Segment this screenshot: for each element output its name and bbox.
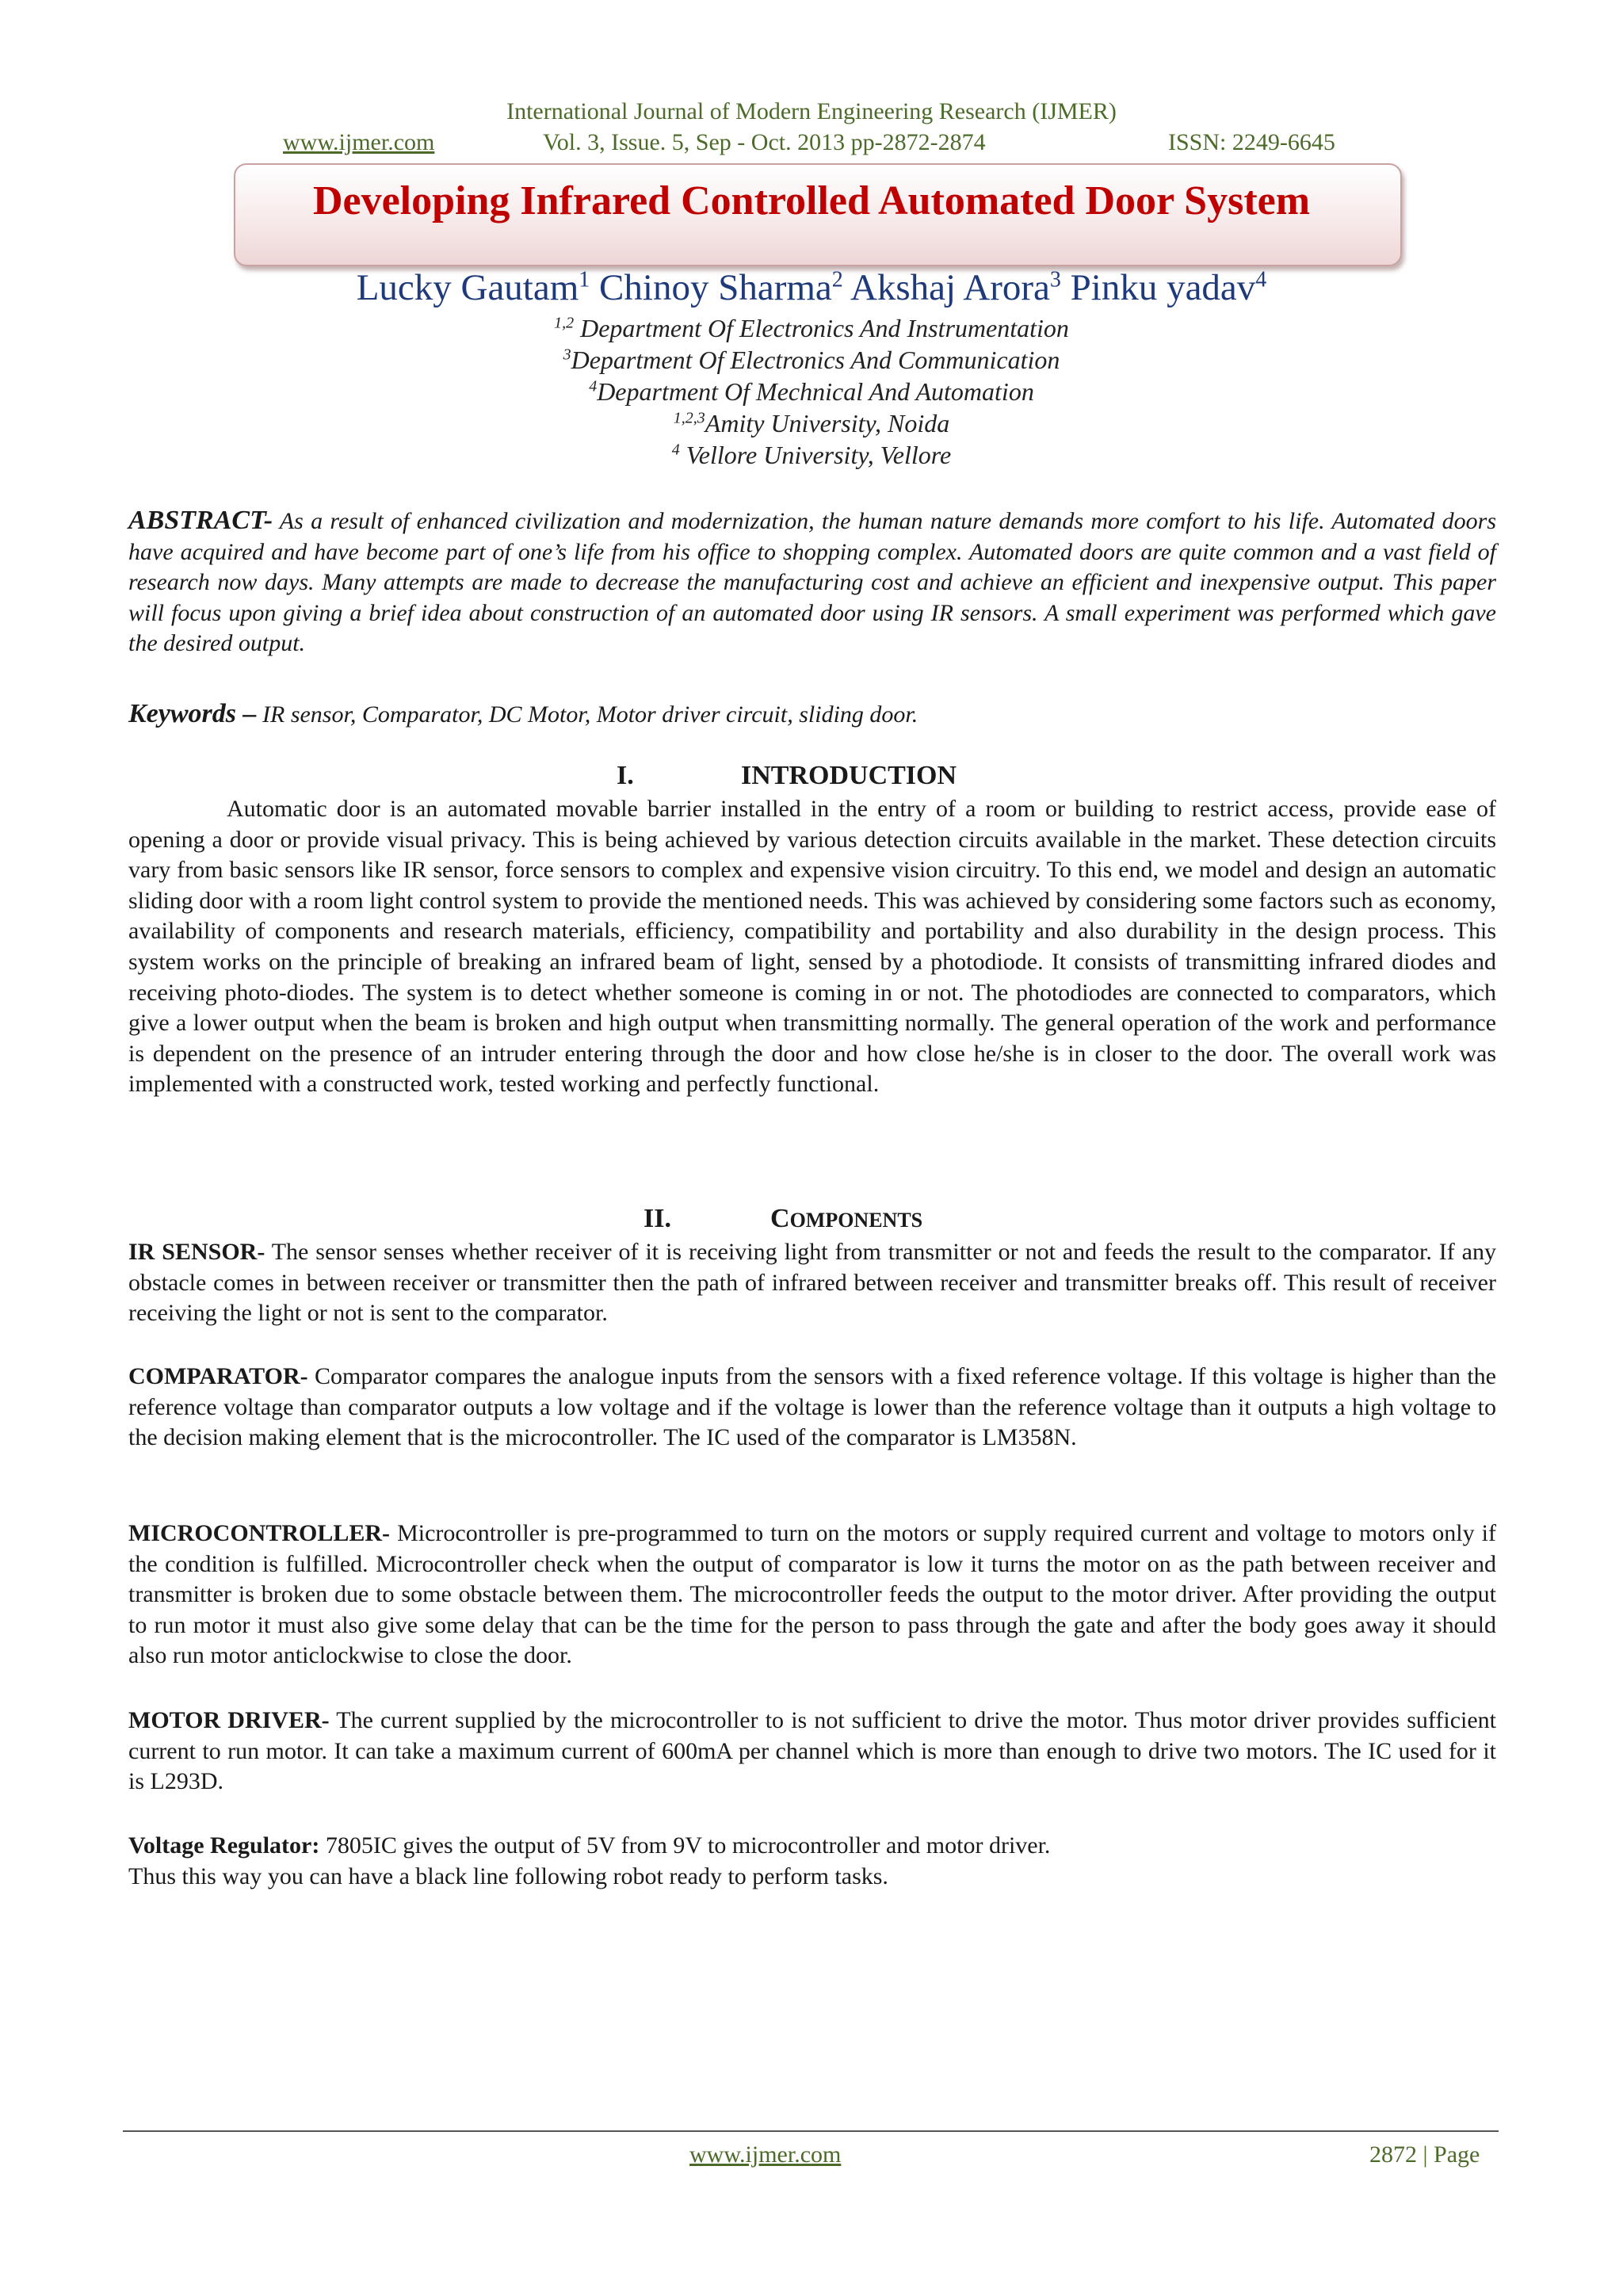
affiliation-sup: 1,2,3: [673, 409, 705, 427]
journal-meta: [0, 129, 1623, 161]
section-number: II.: [643, 1204, 671, 1233]
journal-issn: ISSN: 2249-6645: [1168, 129, 1335, 155]
footer-website-link[interactable]: www.ijmer.com: [689, 2141, 842, 2168]
affiliation-text: Department Of Electronics And Instrumentation: [574, 314, 1069, 342]
keywords: [128, 699, 1496, 731]
abstract-label: ABSTRACT-: [128, 506, 273, 535]
component-paragraph-microcontroller: [128, 1519, 1496, 1671]
author-name: Chinoy Sharma: [599, 267, 832, 308]
author-list: [0, 266, 1623, 309]
closing-sentence: Thus this way you can have a black line following robot ready to perform tasks.: [128, 1863, 888, 1889]
affiliation-text: Department Of Mechnical And Automation: [597, 377, 1034, 406]
abstract: [128, 506, 1496, 659]
component-text: The current supplied by the microcontroller to is not sufficient to drive the motor. Thus motor driver provides sufficient current to run motor. It can take a maximum current of 600mA per channel which is more than enough to drive two motors. The IC used for it is L293D.: [128, 1707, 1497, 1795]
footer-page-number: 2872 | Page: [1369, 2141, 1480, 2168]
component-paragraph-motor-driver: [128, 1706, 1496, 1797]
section-title-initial: C: [770, 1204, 790, 1233]
component-paragraph-ir-sensor: [128, 1237, 1496, 1329]
journal-name: International Journal of Modern Engineering Research (IJMER): [506, 98, 1117, 124]
section-title-rest: OMPONENTS: [789, 1209, 923, 1232]
footer-divider: [123, 2130, 1499, 2132]
component-text: Microcontroller is pre-programmed to turn on the motors or supply required current and voltage to motors only if the condition is fulfilled. Microcontroller check when the output of comparator is low it turns the motor on as the path between receiver and transmitter is broken due to some obstacle between them. The microcontroller feeds the output to the motor driver. After providing the output to run motor it must also give some delay that can be the time for the person to pass through the gate and after the body goes away it should also run motor anticlockwise to close the door.: [128, 1520, 1496, 1669]
component-paragraph-voltage-regulator: [128, 1831, 1496, 1862]
affiliation-sup: 3: [563, 346, 571, 364]
affiliation-sup: 4: [589, 377, 598, 395]
component-text: The sensor senses whether receiver of it is receiving light from transmitter or not and feeds the result to the comparator. If any obstacle comes in between receiver or transmitter then the path of infrared between receiver and transmitter breaks off. This result of receiver receiving the light or not is sent to the comparator.: [128, 1239, 1496, 1327]
affiliation-text: Department Of Electronics And Communication: [571, 346, 1060, 374]
paper-title: Developing Infrared Controlled Automated Door System: [312, 178, 1311, 223]
affiliation-line: [0, 314, 1623, 343]
section-title: INTRODUCTION: [741, 761, 957, 790]
introduction-paragraph: Automatic door is an automated movable barrier installed in the entry of a room or building to restrict access, provide ease of opening a door or provide visual privacy. This is being achieved by various detection circuits available in the market. These detection circuits vary from basic sensors like IR sensor, force sensors to complex and expensive vision circuitry. To this end, we model and design an automatic sliding door with a room light control system to provide the mentioned needs. This was achieved by considering some factors such as economy, availability of components and research materials, efficiency, compatibility and portability and also durability in the design process. This system works on the principle of breaking an infrared beam of light, sensed by a photodiode. It consists of transmitting infrared diodes and receiving photo-diodes. The system is to detect whether someone is coming in or not. The photodiodes are connected to comparators, which give a lower output when the beam is broken and high output when transmitting normally. The general operation of the work and performance is dependent on the presence of an intruder entering through the door and how close he/she is in closer to the door. The overall work was implemented with a constructed work, tested working and perfectly functional.: [128, 796, 1496, 1098]
affiliation-line: [0, 409, 1623, 438]
affiliation-line: [0, 346, 1623, 375]
author-sup: 3: [1049, 267, 1061, 292]
abstract-text: As a result of enhanced civilization and modernization, the human nature demands more comfort to his life. Automated doors have acquired and have become part of one’s life from his office to shopping complex. Automated doors are quite common and a vast field of research now days. Many attempts are made to decrease the manufacturing cost and achieve an efficient and inexpensive output. This paper will focus upon giving a brief idea about construction of an automated door using IR sensors. A small experiment was performed which gave the desired output.: [128, 508, 1496, 657]
author-name: Pinku yadav: [1070, 267, 1256, 308]
affiliation-text: Vellore University, Vellore: [679, 441, 952, 469]
component-text: 7805IC gives the output of 5V from 9V to microcontroller and motor driver.: [319, 1832, 1051, 1859]
component-paragraph-comparator: [128, 1362, 1496, 1454]
component-term: Voltage Regulator:: [128, 1832, 320, 1859]
journal-volume-info: Vol. 3, Issue. 5, Sep - Oct. 2013 pp-2872-2874: [543, 129, 986, 155]
section-title: [770, 1204, 922, 1234]
section-heading-components: [0, 1204, 1623, 1237]
author-name: Akshaj Arora: [850, 267, 1050, 308]
author-sup: 4: [1255, 267, 1267, 292]
author-sup: 1: [579, 267, 590, 292]
author-sup: 2: [831, 267, 843, 292]
journal-website-link[interactable]: www.ijmer.com: [283, 129, 435, 155]
keywords-label: Keywords –: [128, 699, 257, 728]
affiliation-text: Amity University, Noida: [705, 409, 950, 437]
section-number: I.: [617, 761, 634, 790]
affiliation-sup: 4: [671, 441, 680, 459]
affiliation-line: [0, 441, 1623, 470]
component-term: IR SENSOR-: [128, 1239, 265, 1265]
author-name: Lucky Gautam: [356, 267, 579, 308]
component-term: COMPARATOR-: [128, 1363, 308, 1389]
affiliation-line: [0, 377, 1623, 407]
affiliation-sup: 1,2: [554, 314, 575, 332]
keywords-text: IR sensor, Comparator, DC Motor, Motor driver circuit, sliding door.: [256, 701, 918, 728]
component-text: Comparator compares the analogue inputs from the sensors with a fixed reference voltage. If this voltage is higher than the reference voltage than comparator outputs a low voltage and if the voltage is lower than the reference voltage than it outputs a high voltage to the decision making element that is the microcontroller. The IC used of the comparator is LM358N.: [128, 1363, 1496, 1451]
component-term: MOTOR DRIVER-: [128, 1707, 330, 1733]
section-heading-introduction: [0, 761, 1623, 794]
component-term: MICROCONTROLLER-: [128, 1520, 391, 1546]
